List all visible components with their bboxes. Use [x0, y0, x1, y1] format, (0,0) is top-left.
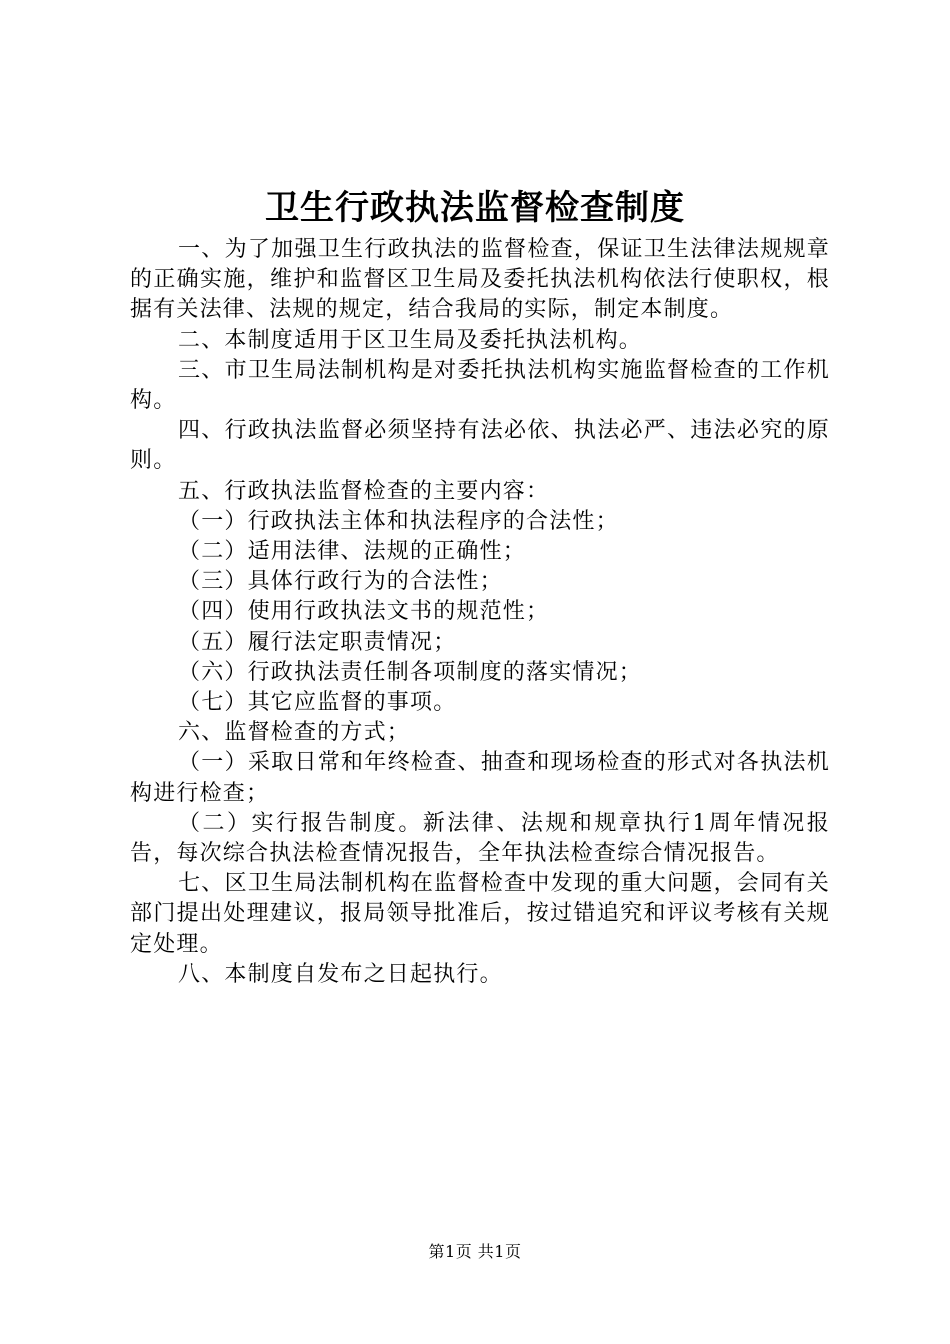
- paragraph-7: 七、区卫生局法制机构在监督检查中发现的重大问题，会同有关部门提出处理建议，报局领导批准后，按过错追究和评议考核有关规定处理。: [130, 871, 830, 957]
- paragraph-3: 三、市卫生局法制机构是对委托执法机构实施监督检查的工作机构。: [130, 357, 830, 414]
- list-item: （三）具体行政行为的合法性；: [178, 569, 503, 595]
- paragraph-6: 六、监督检查的方式；: [178, 720, 411, 746]
- paragraph-5: 五、行政执法监督检查的主要内容：: [178, 478, 550, 504]
- list-item: （七）其它应监督的事项。: [178, 690, 457, 716]
- document-title: 卫生行政执法监督检查制度: [265, 188, 685, 228]
- page-number: 第1页 共1页: [428, 1242, 522, 1261]
- paragraph-6-item-2: （二）实行报告制度。新法律、法规和规章执行1周年情况报告，每次综合执法检查情况报告，全年执法检查综合情况报告。: [130, 810, 830, 867]
- paragraph-2: 二、本制度适用于区卫生局及委托执法机构。: [178, 327, 643, 353]
- list-item: （一）行政执法主体和执法程序的合法性；: [178, 508, 619, 534]
- paragraph-1: 一、为了加强卫生行政执法的监督检查，保证卫生法律法规规章的正确实施，维护和监督区卫生局及委托执法机构依法行使职权，根据有关法律、法规的规定，结合我局的实际，制定本制度。: [130, 237, 830, 323]
- paragraph-8: 八、本制度自发布之日起执行。: [178, 961, 503, 987]
- paragraph-6-item-1: （一）采取日常和年终检查、抽查和现场检查的形式对各执法机构进行检查；: [130, 750, 830, 806]
- paragraph-4: 四、行政执法监督必须坚持有法必依、执法必严、违法必究的原则。: [130, 418, 830, 474]
- document-body: [130, 235, 830, 990]
- list-item: （五）履行法定职责情况；: [178, 629, 457, 655]
- list-item: （二）适用法律、法规的正确性；: [178, 539, 527, 565]
- list-item: （六）行政执法责任制各项制度的落实情况；: [178, 659, 643, 685]
- list-item: （四）使用行政执法文书的规范性；: [178, 599, 550, 625]
